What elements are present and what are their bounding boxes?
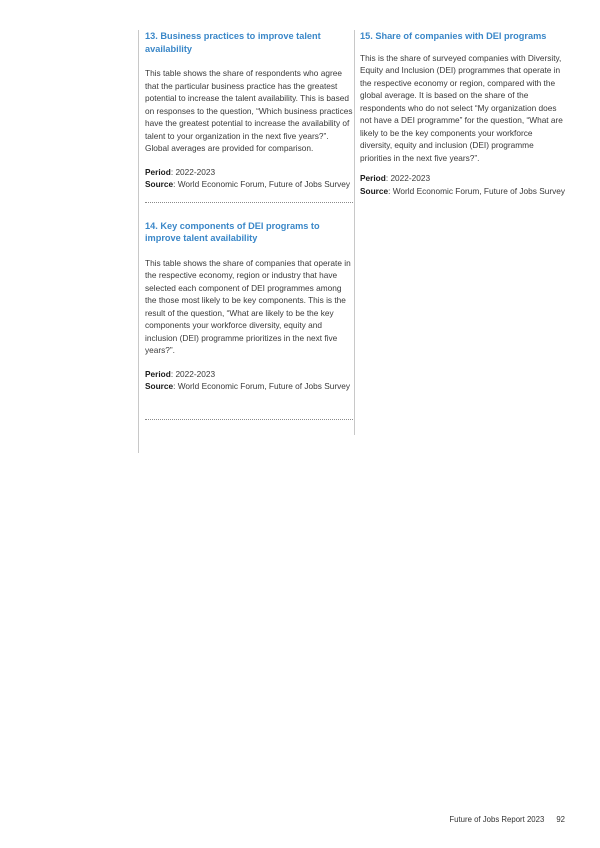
period-value: : 2022-2023 [170,166,216,177]
section-15-description: This is the share of surveyed companies with Diversity, Equity and Inclusion (DEI) programmes that operate in the respective economy or region, compared with the global average. It is based on the share of the respondents who do not select “My organization does not have a DEI programme” for the question, “What are likely to be the key components your workforce diversity, equity and inclusion (DEI) programme priorities in the next five years?”. [360,52,563,163]
section-14-meta [145,368,354,393]
section-15-source [360,185,566,198]
section-14 [138,220,354,420]
section-13-source [145,178,354,191]
section-13 [138,30,354,203]
report-title: Future of Jobs Report 2023 [449,815,545,824]
source-value: : World Economic Forum, Future of Jobs Survey [173,381,351,391]
section-13-period [145,166,354,179]
period-value: : 2022-2023 [385,173,431,183]
section-14-title: 14. Key components of DEI programs to improve talent availability [145,220,320,243]
section-13-title: 13. Business practices to improve talent availability [145,31,321,54]
section-14-description: This table shows the share of companies that operate in the respective economy, region or industry that have selected each component of DEI programmes among the those most likely to be key components. This is the result of the question, “What are likely to be the key components your workforce diversity, equity and inclusion (DEI) programme prioritizes in the next five years?”. [145,257,351,355]
section-15-title: 15. Share of companies with DEI programs [360,31,547,41]
section-13-description: This table shows the share of respondents who agree that the particular business practice has the greatest potential to increase the talent availability. This is based on responses to the question, “Which business practices have the greatest potential to increase the availability of talent to your organization in the next five years?”. Global averages are provided for comparison. [145,68,353,153]
source-label: Source [145,179,174,189]
source-label: Source [360,185,389,196]
section-14-period [145,368,354,381]
period-label: Period [360,173,386,183]
section-13-meta [145,166,354,191]
section-15 [354,30,566,197]
section-14-source [145,380,354,393]
section-divider [145,419,353,420]
source-label: Source [145,381,174,391]
period-label: Period [145,166,171,177]
period-label: Period [145,368,171,379]
section-15-meta [360,172,566,197]
period-value: : 2022-2023 [170,368,216,379]
source-value: : World Economic Forum, Future of Jobs Survey [173,179,351,189]
right-column [354,30,566,197]
left-column [138,30,354,420]
page-footer [449,815,565,824]
page-number: 92 [556,815,565,824]
source-value: : World Economic Forum, Future of Jobs Survey [388,185,566,196]
section-divider [145,202,353,203]
section-15-period [360,172,566,185]
